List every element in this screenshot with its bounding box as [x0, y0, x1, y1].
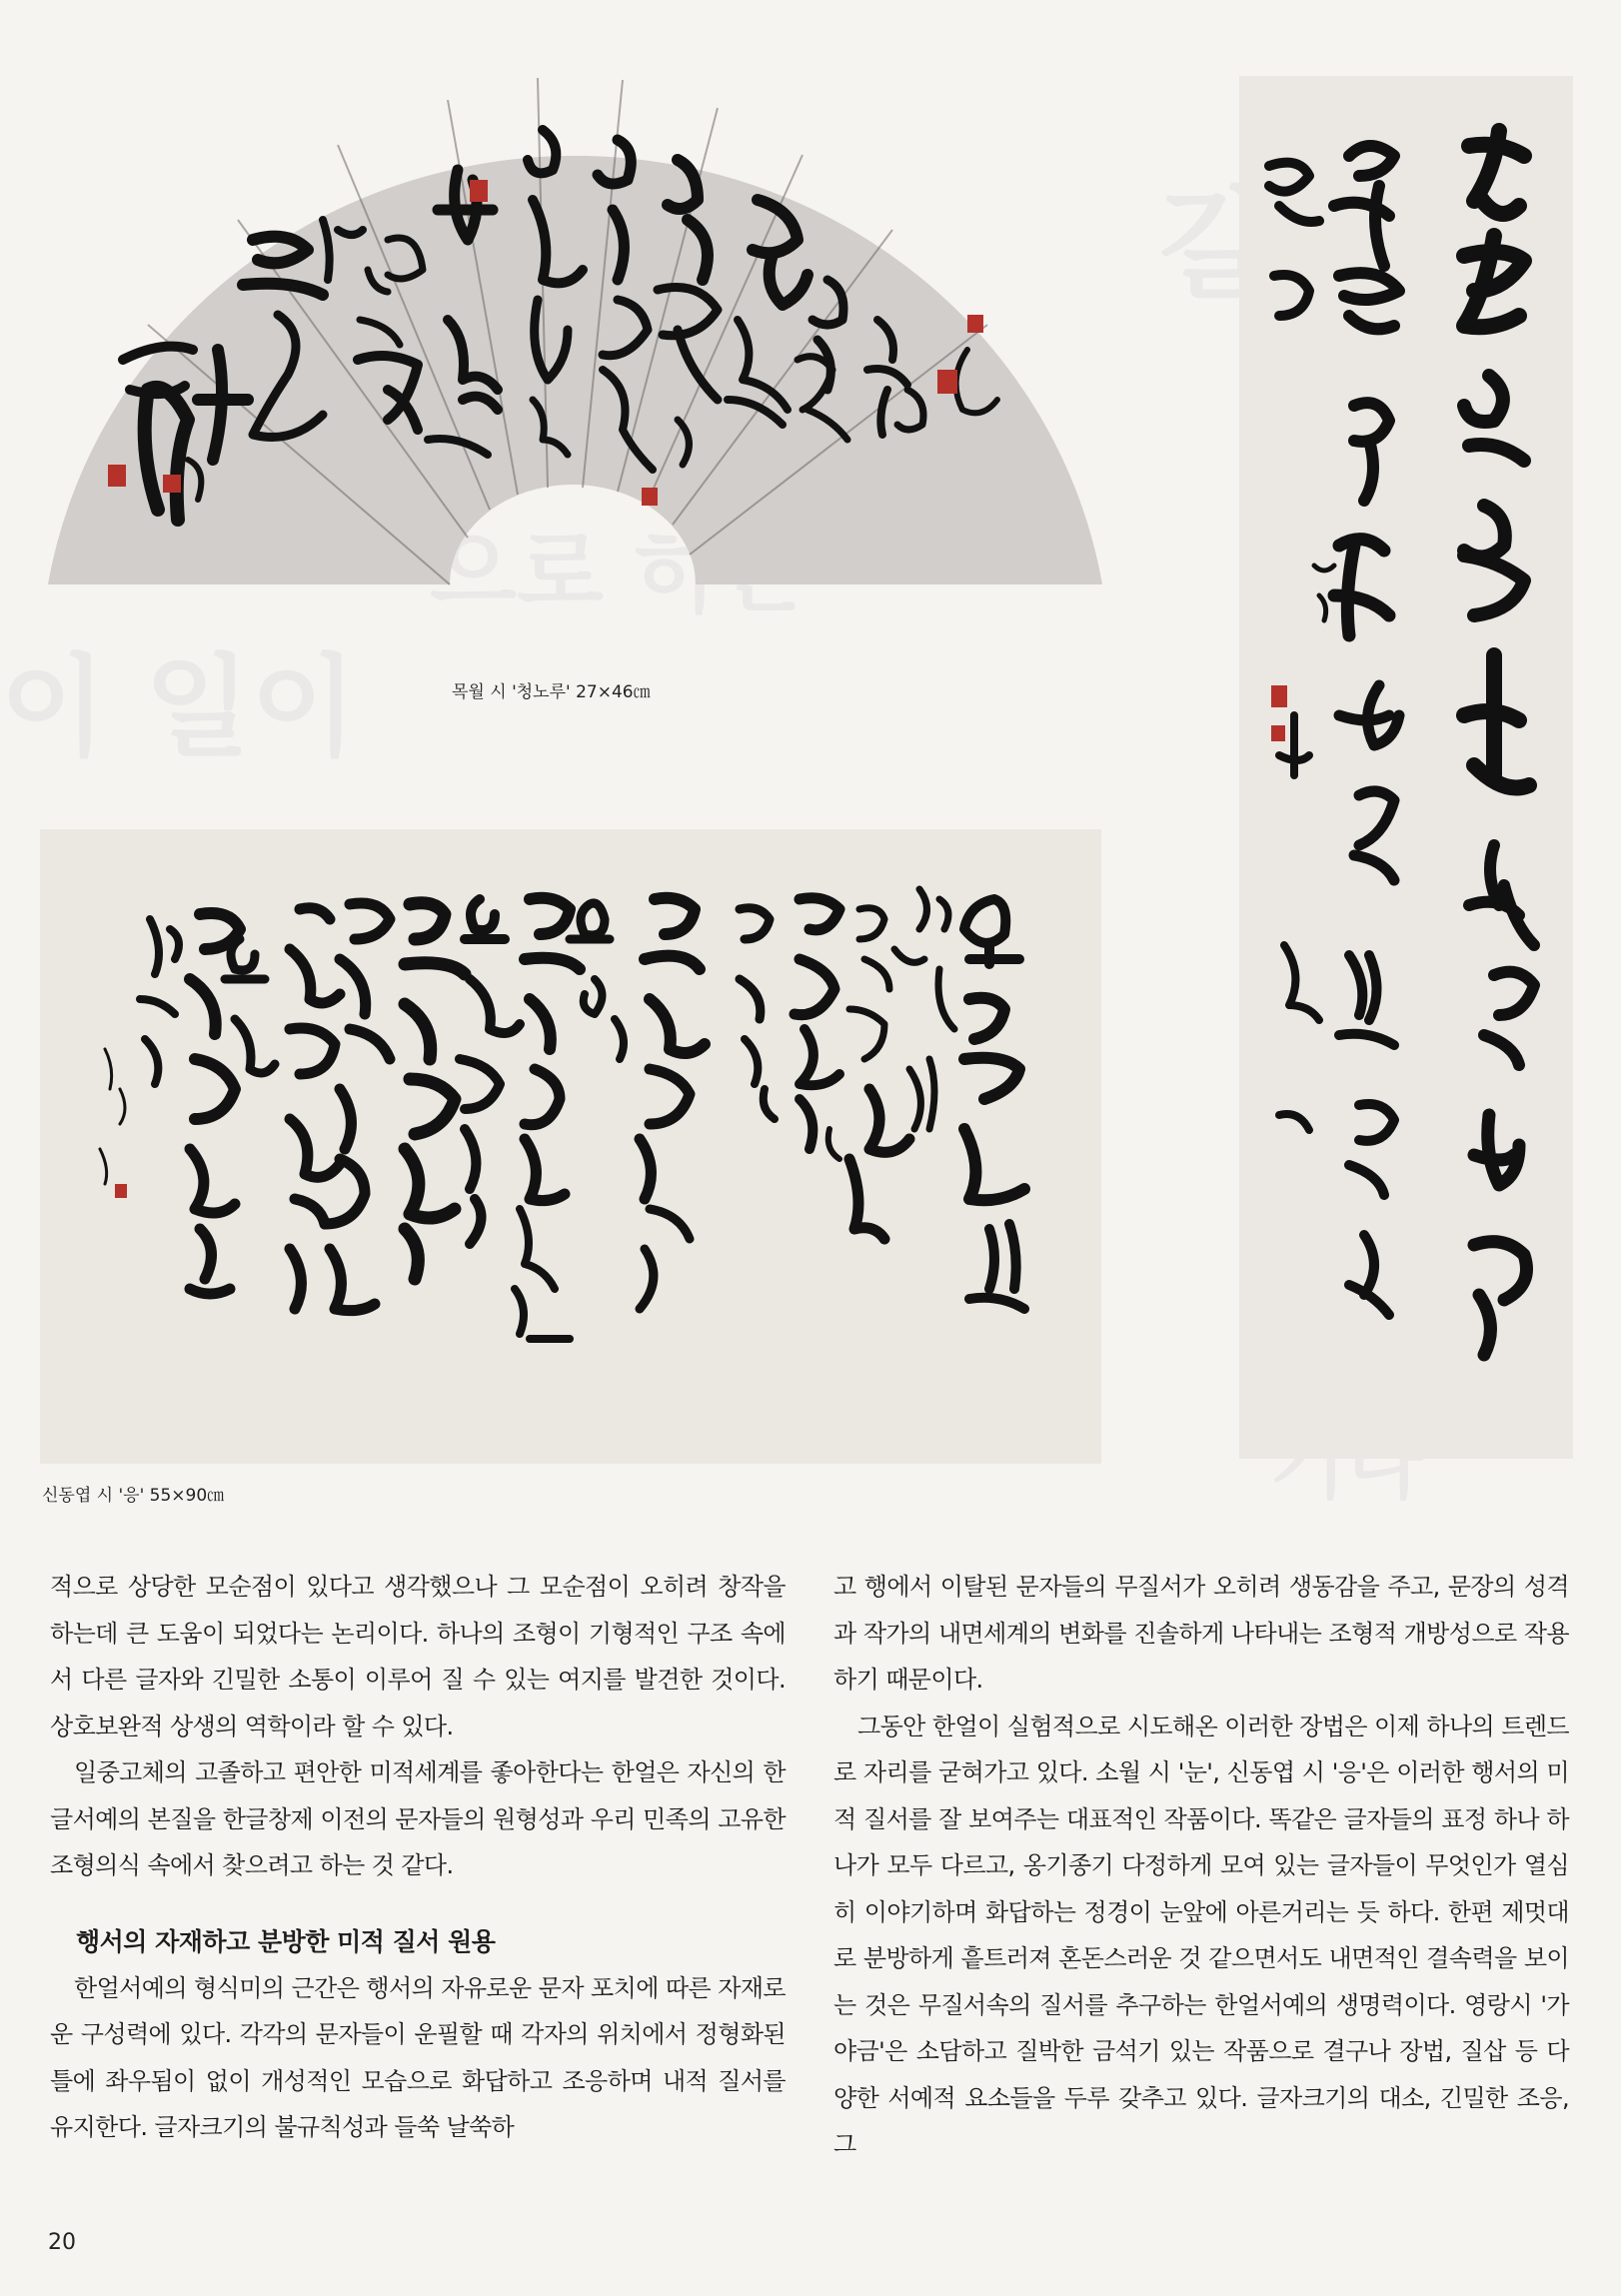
right-paragraph-2: 그동안 한얼이 실험적으로 시도해온 이러한 장법은 이제 하나의 트렌드로 자리를 굳혀가고 있다. 소월 시 '눈', 신동엽 시 '응'은 이러한 행서의 미적 질서를 잘 보여주는 대표적인 작품이다. 똑같은 글자들의 표정 하나 하나가 모두 다르고, 옹기종기 다정하게 모여 있는 글자들이 무엇인가 열심히 이야기하며 화답하는 정경이 눈앞에 아른거리는 듯 하다. 한편 제멋대로 분방하게 흩트러져 혼돈스러운 것 같으면서도 내면적인 결속력을 보이는 것은 무질서속의 질서를 추구하는 한얼서예의 생명력이다. 영랑시 '가야금'은 소담하고 질박한 금석기 있는 작품으로 결구나 장법, 질삽 등 다양한 서예적 요소들을 두루 갖추고 있다. 글자크기의 대소, 긴밀한 조응, 그 — [833, 1712, 1569, 2158]
left-paragraph-3: 한얼서예의 형식미의 근간은 행서의 자유로운 문자 포치에 따른 자재로운 구성력에 있다. 각각의 문자들이 운필할 때 각자의 위치에서 정형화된 틀에 좌우됨이 없이 개성적인 모습으로 화답하고 조응하며 내적 질서를 유지한다. 글자크기의 불규칙성과 들쑥 날쑥하 — [50, 1973, 786, 2141]
show-through-background: 이 일이 으로 하는 기다 — [0, 521, 1424, 1510]
landscape-calligraphy-artwork — [40, 829, 1101, 1464]
page-number: 20 — [48, 2230, 76, 2255]
scroll-artwork-svg — [1239, 76, 1573, 1459]
scroll-calligraphy-artwork — [1239, 76, 1573, 1459]
left-paragraph-1: 적으로 상당한 모순점이 있다고 생각했으나 그 모순점이 오히려 창작을 하는데 큰 도움이 되었다는 논리이다. 하나의 조형이 기형적인 구조 속에서 다른 글자와 긴밀한 소통이 이루어 질 수 있는 여지를 발견한 것이다. 상호보완적 상생의 역학이라 할 수 있다. — [50, 1573, 786, 1740]
body-text-right-column — [833, 1564, 1569, 2168]
fan-artwork-svg — [38, 70, 1109, 669]
fan-calligraphy-artwork — [38, 70, 1109, 669]
landscape-caption: 신동엽 시 '응' 55×90㎝ — [42, 1486, 225, 1506]
left-paragraph-2: 일중고체의 고졸하고 편안한 미적세계를 좋아한다는 한얼은 자신의 한글서예의 본질을 한글창제 이전의 문자들의 원형성과 우리 민족의 고유한 조형의식 속에서 찾으려고 하는 것 같다. — [50, 1758, 786, 1879]
section-heading: 행서의 자재하고 분방한 미적 질서 원용 — [76, 1926, 496, 1956]
landscape-artwork-svg — [40, 829, 1101, 1464]
body-text-left-column — [50, 1564, 786, 2151]
right-paragraph-1: 고 행에서 이탈된 문자들의 무질서가 오히려 생동감을 주고, 문장의 성격과 작가의 내면세계의 변화를 진솔하게 나타내는 조형적 개방성으로 작용하기 때문이다. — [833, 1573, 1569, 1694]
fan-caption: 목월 시 '청노루' 27×46㎝ — [452, 682, 651, 702]
